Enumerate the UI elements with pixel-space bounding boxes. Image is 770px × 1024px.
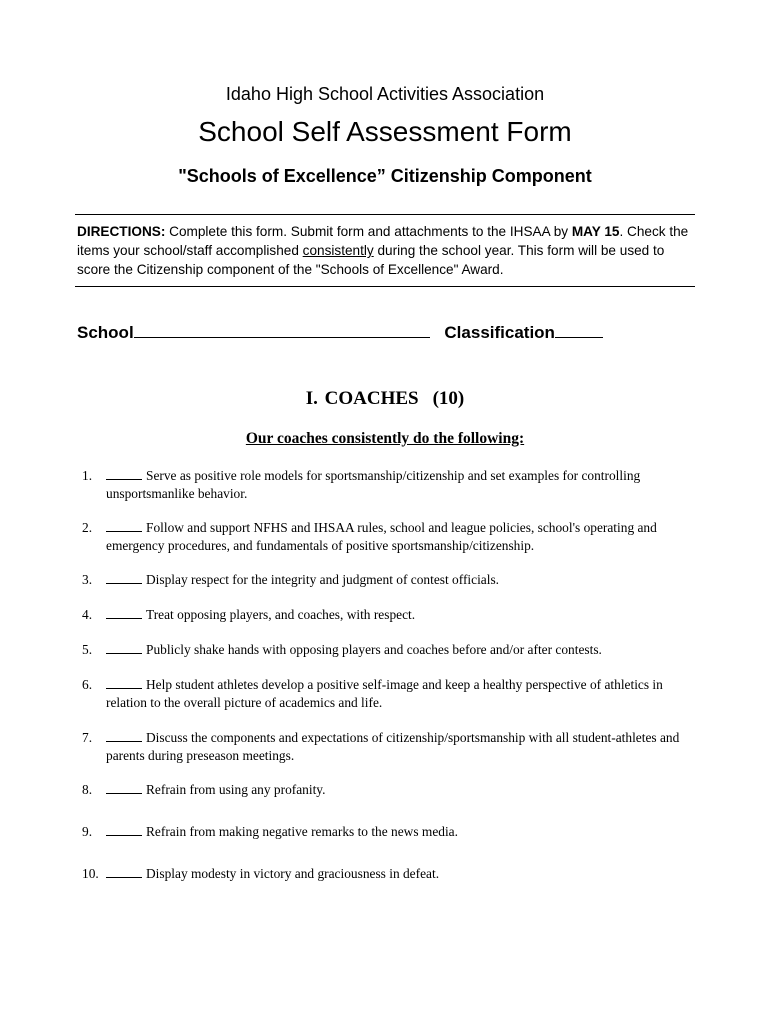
checkmark-blank[interactable] bbox=[106, 865, 142, 878]
item-body bbox=[106, 519, 696, 555]
item-number: 2. bbox=[82, 520, 93, 535]
section-title: I. COACHES bbox=[305, 388, 419, 409]
section-subheading: Our coaches consistently do the following: bbox=[245, 430, 525, 447]
item-number: 6. bbox=[82, 677, 93, 692]
checkmark-blank[interactable] bbox=[106, 519, 142, 532]
checkmark-blank[interactable] bbox=[106, 676, 142, 689]
item-number: 1. bbox=[82, 468, 93, 483]
item-text: Publicly shake hands with opposing players and coaches before and/or after contests. bbox=[146, 642, 602, 657]
item-number: 3. bbox=[82, 572, 93, 587]
checkmark-blank[interactable] bbox=[106, 781, 142, 794]
item-text: Discuss the components and expectations of citizenship/sportsmanship with all student-athletes and parents during preseason meetings. bbox=[106, 730, 680, 763]
form-title: School Self Assessment Form bbox=[198, 116, 572, 147]
item-number: 5. bbox=[82, 642, 93, 657]
form-subtitle: "Schools of Excellence” Citizenship Component bbox=[178, 166, 592, 186]
item-text: Serve as positive role models for sportsmanship/citizenship and set examples for controlling unsportsmanlike behavior. bbox=[106, 468, 641, 501]
checkmark-blank[interactable] bbox=[106, 641, 142, 654]
item-number: 10. bbox=[82, 866, 99, 881]
directions-text-2: . Check the items your school/staff accomplished bbox=[77, 224, 689, 258]
organization-name: Idaho High School Activities Association bbox=[225, 84, 545, 104]
checkmark-blank[interactable] bbox=[106, 823, 142, 836]
directions-emphasis: consistently bbox=[302, 243, 374, 258]
school-name-field[interactable] bbox=[134, 320, 430, 338]
item-body bbox=[106, 571, 696, 589]
item-number: 7. bbox=[82, 730, 93, 745]
item-body bbox=[106, 781, 696, 799]
item-text: Follow and support NFHS and IHSAA rules, school and league policies, school's operating and emergency procedures, and fundamentals of positive sportsmanship/citizenship. bbox=[106, 520, 657, 553]
checkmark-blank[interactable] bbox=[106, 571, 142, 584]
checkmark-blank[interactable] bbox=[106, 729, 142, 742]
divider-bottom bbox=[75, 286, 695, 287]
item-body bbox=[106, 865, 696, 883]
checkmark-blank[interactable] bbox=[106, 606, 142, 619]
item-number: 4. bbox=[82, 607, 93, 622]
item-number: 8. bbox=[82, 782, 93, 797]
deadline: MAY 15 bbox=[571, 224, 620, 239]
item-body bbox=[106, 676, 696, 712]
item-text: Refrain from making negative remarks to the news media. bbox=[146, 824, 458, 839]
classification-field[interactable] bbox=[555, 320, 603, 338]
directions-text-3: during the school year. This form will be used to score the Citizenship component of the "Schools of Excellence" Award. bbox=[77, 243, 665, 277]
item-body bbox=[106, 823, 696, 841]
item-body bbox=[106, 729, 696, 765]
directions-block bbox=[77, 222, 697, 279]
directions-label: DIRECTIONS: bbox=[77, 224, 166, 239]
directions-text-1: Complete this form. Submit form and attachments to the IHSAA by bbox=[165, 224, 572, 239]
school-info-row bbox=[77, 320, 697, 343]
classification-label: Classification bbox=[444, 323, 555, 342]
item-body bbox=[106, 606, 696, 624]
item-text: Display modesty in victory and graciousness in defeat. bbox=[146, 866, 440, 881]
divider-top bbox=[75, 214, 695, 215]
item-body bbox=[106, 467, 696, 503]
section-heading bbox=[0, 388, 770, 410]
item-number: 9. bbox=[82, 824, 93, 839]
school-label: School bbox=[77, 323, 134, 342]
item-text: Refrain from using any profanity. bbox=[146, 782, 326, 797]
item-text: Display respect for the integrity and judgment of contest officials. bbox=[146, 572, 500, 587]
item-text: Treat opposing players, and coaches, with respect. bbox=[146, 607, 416, 622]
item-body bbox=[106, 641, 696, 659]
item-text: Help student athletes develop a positive self-image and keep a healthy perspective of athletics in relation to the overall picture of academics and life. bbox=[106, 677, 663, 710]
section-points: (10) bbox=[432, 388, 465, 409]
checkmark-blank[interactable] bbox=[106, 467, 142, 480]
